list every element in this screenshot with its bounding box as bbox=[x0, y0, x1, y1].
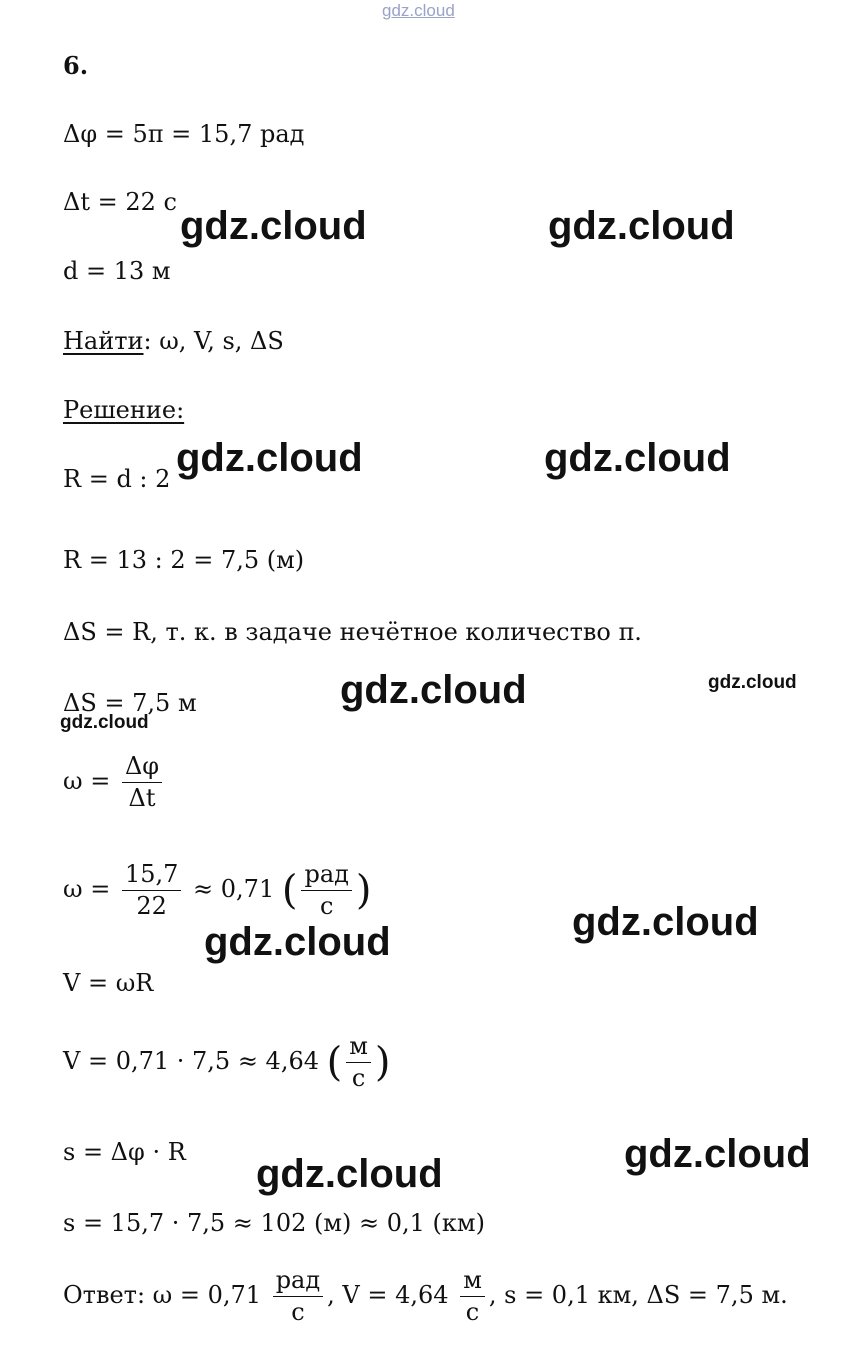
watermark: gdz.cloud bbox=[544, 436, 731, 480]
find-items: : ω, V, s, ΔS bbox=[143, 327, 284, 355]
answer-mid: , V = 4,64 bbox=[327, 1281, 449, 1310]
omega-lhs: ω = bbox=[63, 767, 111, 796]
answer-unit2-denominator: с bbox=[465, 1298, 480, 1327]
watermark: gdz.cloud bbox=[548, 204, 735, 248]
watermark: gdz.cloud bbox=[572, 900, 759, 944]
right-paren: ) bbox=[355, 867, 372, 914]
watermark: gdz.cloud bbox=[340, 668, 527, 712]
v-calc bbox=[63, 1034, 391, 1091]
watermark: gdz.cloud bbox=[176, 436, 363, 480]
answer-prefix: Ответ: ω = 0,71 bbox=[63, 1281, 262, 1310]
answer-unit1-fraction bbox=[273, 1268, 323, 1325]
omega-calc-fraction bbox=[122, 862, 181, 919]
r-formula: R = d : 2 bbox=[63, 465, 171, 493]
omega-calc-lhs: ω = bbox=[63, 875, 111, 904]
answer-tail: , s = 0,1 км, ΔS = 7,5 м. bbox=[488, 1281, 788, 1310]
watermark: gdz.cloud bbox=[256, 1152, 443, 1196]
answer-unit1-numerator: рад bbox=[273, 1268, 323, 1297]
v-formula: V = ωR bbox=[63, 969, 154, 997]
answer-unit2-numerator: м bbox=[460, 1268, 485, 1297]
find-line bbox=[63, 329, 284, 353]
right-paren: ) bbox=[374, 1039, 391, 1086]
omega-calc-numerator: 15,7 bbox=[122, 862, 181, 891]
left-paren: ( bbox=[326, 1039, 343, 1086]
header-watermark-link[interactable]: gdz.cloud bbox=[382, 1, 455, 20]
answer-unit1-denominator: с bbox=[291, 1298, 305, 1327]
problem-number: 6. bbox=[63, 51, 89, 80]
answer-unit2-fraction bbox=[460, 1268, 485, 1325]
left-paren: ( bbox=[281, 867, 298, 914]
omega-fraction bbox=[122, 754, 162, 811]
v-unit-numerator: м bbox=[346, 1034, 371, 1063]
answer-line bbox=[63, 1268, 788, 1325]
s-calc: s = 15,7 · 7,5 ≈ 102 (м) ≈ 0,1 (км) bbox=[63, 1209, 485, 1237]
given-dt: Δt = 22 с bbox=[63, 188, 177, 216]
given-dphi: Δφ = 5π = 15,7 рад bbox=[63, 120, 305, 148]
r-calc: R = 13 : 2 = 7,5 (м) bbox=[63, 546, 305, 574]
find-label: Найти bbox=[63, 327, 144, 355]
omega-numerator: Δφ bbox=[122, 754, 162, 783]
v-calc-text: V = 0,71 · 7,5 ≈ 4,64 bbox=[63, 1047, 319, 1076]
omega-calc-denominator: 22 bbox=[136, 892, 167, 921]
s-formula: s = Δφ · R bbox=[63, 1138, 186, 1166]
omega-unit-fraction bbox=[301, 862, 351, 919]
ds-reason: ΔS = R, т. к. в задаче нечётное количество π. bbox=[63, 618, 642, 646]
watermark: gdz.cloud bbox=[204, 920, 391, 964]
omega-unit-numerator: рад bbox=[301, 862, 351, 891]
v-unit-denominator: с bbox=[351, 1064, 366, 1093]
watermark: gdz.cloud bbox=[180, 204, 367, 248]
solution-label: Решение: bbox=[63, 396, 185, 424]
watermark: gdz.cloud bbox=[624, 1132, 811, 1176]
given-d: d = 13 м bbox=[63, 257, 171, 285]
omega-calc bbox=[63, 862, 372, 919]
watermark: gdz.cloud bbox=[60, 712, 149, 733]
watermark: gdz.cloud bbox=[708, 672, 797, 693]
omega-calc-rhs: ≈ 0,71 bbox=[193, 875, 275, 904]
omega-denominator: Δt bbox=[128, 784, 156, 813]
ds-value: ΔS = 7,5 м bbox=[63, 689, 197, 717]
omega-formula bbox=[63, 754, 166, 811]
omega-unit-denominator: с bbox=[319, 892, 334, 921]
v-unit-fraction bbox=[346, 1034, 371, 1091]
